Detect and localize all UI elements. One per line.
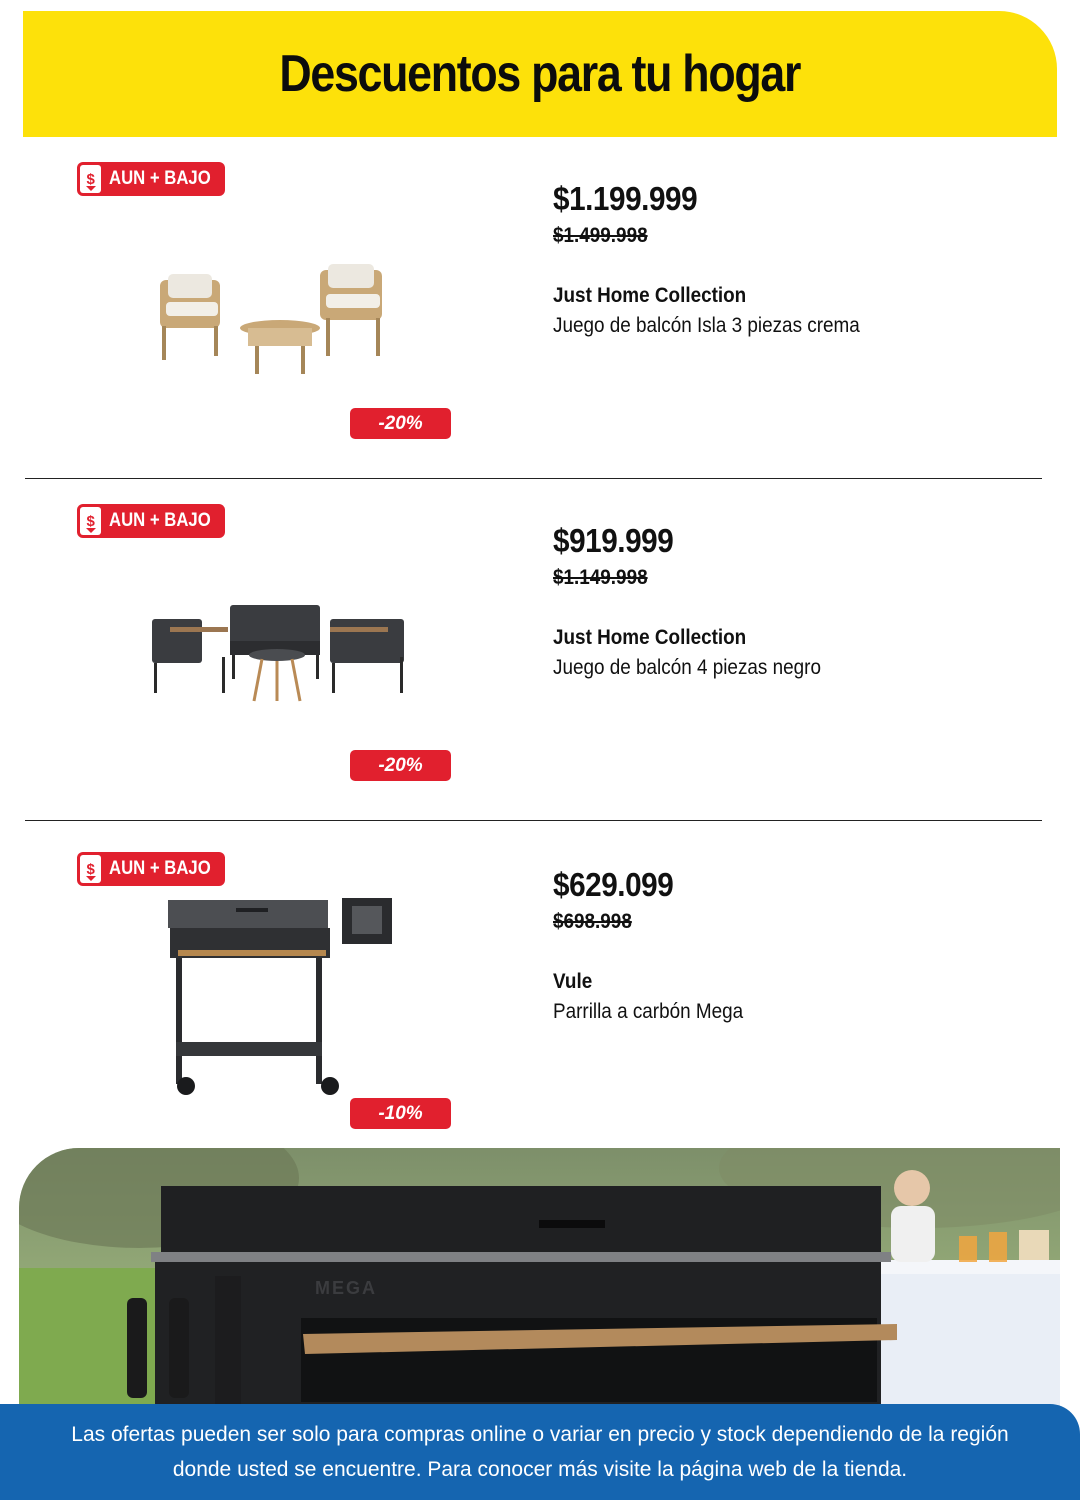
discount-tag: -10% — [350, 1098, 451, 1129]
hero-banner-image — [19, 1148, 1060, 1410]
dollar-down-icon: $ — [80, 855, 101, 883]
product-card[interactable] — [0, 140, 1080, 480]
product-info — [553, 866, 764, 1024]
dollar-down-icon: $ — [80, 507, 101, 535]
product-card[interactable] — [0, 830, 1080, 1170]
product-card[interactable] — [0, 482, 1080, 822]
product-info — [553, 180, 894, 338]
discount-tag: -20% — [350, 750, 451, 781]
current-price: $629.099 — [553, 866, 674, 903]
current-price: $1.199.999 — [553, 180, 698, 217]
original-price: $1.149.998 — [553, 566, 648, 589]
dollar-down-icon: $ — [80, 165, 101, 193]
product-brand: Vule — [553, 970, 593, 993]
badge-label: AUN + BAJO — [109, 168, 212, 189]
product-image[interactable] — [130, 896, 430, 1106]
product-image[interactable] — [130, 260, 430, 380]
page-header — [23, 11, 1057, 137]
page-title: Descuentos para tu hogar — [279, 45, 801, 103]
divider — [25, 478, 1042, 479]
product-image[interactable] — [130, 597, 430, 707]
grill-brand-text: MEGA — [315, 1278, 377, 1298]
product-description[interactable]: Juego de balcón Isla 3 piezas crema — [553, 314, 860, 337]
discount-tag: -20% — [350, 408, 451, 439]
product-description[interactable]: Parrilla a carbón Mega — [553, 1000, 744, 1023]
original-price: $698.998 — [553, 910, 632, 933]
disclaimer-text: Las ofertas pueden ser solo para compras online o variar en precio y stock dependiendo de la región donde usted se encuentre. Para conocer más visite la página web de la tienda. — [71, 1423, 1009, 1481]
promo-badge — [77, 852, 225, 886]
promo-badge — [77, 162, 225, 196]
original-price: $1.499.998 — [553, 224, 648, 247]
badge-label: AUN + BAJO — [109, 858, 212, 879]
divider — [25, 820, 1042, 821]
product-description[interactable]: Juego de balcón 4 piezas negro — [553, 656, 821, 679]
disclaimer-footer — [0, 1404, 1080, 1500]
current-price: $919.999 — [553, 522, 674, 559]
promo-badge — [77, 504, 225, 538]
badge-label: AUN + BAJO — [109, 510, 212, 531]
product-brand: Just Home Collection — [553, 284, 747, 307]
product-brand: Just Home Collection — [553, 626, 747, 649]
product-info — [553, 522, 851, 680]
